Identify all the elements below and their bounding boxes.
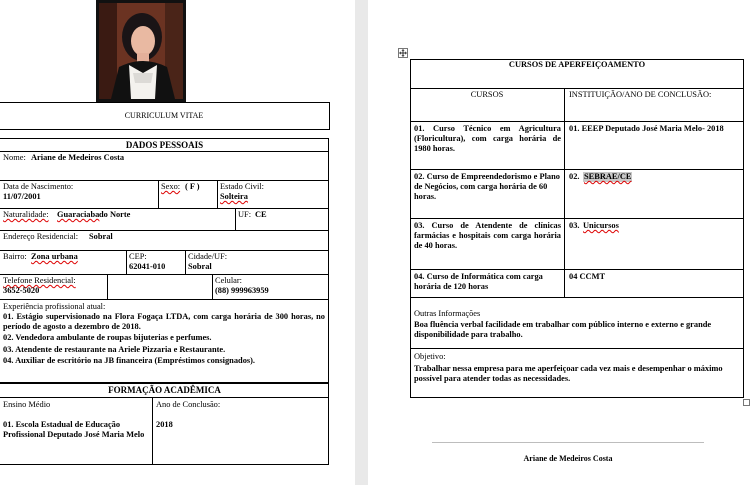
cep-label: CEP: (129, 252, 147, 261)
sex-value: ( F ) (185, 182, 200, 191)
course-4: 04. Curso de Informática com carga horária de 120 horas (414, 272, 543, 291)
uf-value: CE (255, 210, 267, 219)
birth-value: 11/07/2001 (3, 192, 41, 201)
education-year-label: Ano de Conclusão: (156, 400, 221, 409)
bairro-value: Zona urbana (31, 252, 78, 261)
other-info-text: Boa fluência verbal facilidade em trabalhar com público interno e externo e grande disponibilidade para trabalho. (414, 320, 712, 339)
objective-label: Objetivo: (414, 352, 446, 361)
naturalidade-label: Naturalidade: (3, 210, 49, 219)
personal-data-header: DADOS PESSOAIS (125, 140, 204, 150)
signature-line (432, 442, 704, 443)
civil-status-value: Solteira (220, 192, 248, 201)
course-4-institution: 04 CCMT (569, 272, 606, 281)
cell-label: Celular: (215, 276, 242, 285)
uf-label: UF: (238, 210, 252, 219)
move-arrows-icon (399, 49, 407, 57)
course-1-institution: 01. EEEP Deputado José Maria Melo- 2018 (569, 124, 724, 133)
courses-title: CURSOS DE APERFEIÇOAMENTO (508, 60, 646, 69)
course-2: 02. Curso de Empreendedorismo e Plano de Negócios, com carga horária de 60 horas. (414, 172, 560, 201)
naturalidade-city: Guaraciaba (57, 210, 100, 219)
experience-item: 02. Vendedora ambulante de roupas bijuterias e perfumes. (3, 333, 212, 342)
name-label: Nome: (3, 153, 26, 162)
cell-value: (88) 999963959 (215, 286, 269, 295)
document-page-right (368, 0, 754, 485)
phone-label: Telefone Residencial: (3, 276, 76, 285)
experience-item: 01. Estágio supervisionado na Flora Fogaça LTDA, com carga horária de 300 horas, no período de agosto a dezembro de 2018. (3, 312, 325, 331)
course-2-institution: SEBRAE/CE (584, 172, 632, 181)
name-value: Ariane de Medeiros Costa (31, 153, 125, 162)
cv-title: CURRICULUM VITAE (124, 111, 204, 120)
cep-value: 62041-010 (129, 262, 166, 271)
table-resize-handle[interactable] (743, 399, 750, 406)
course-3-institution-prefix: 03. (569, 221, 580, 230)
course-3-institution: Unicursos (583, 221, 619, 230)
education-school: 01. Escola Estadual de Educação Profissional Deputado José Maria Melo (3, 420, 145, 439)
experience-item: 03. Atendente de restaurante na Ariele Pizzaria e Restaurante. (3, 345, 226, 354)
phone-value: 3652-5020 (3, 286, 40, 295)
course-2-institution-prefix: 02. (569, 172, 580, 181)
other-info-label: Outras Informações (414, 309, 481, 318)
bairro-label: Bairro: (3, 252, 27, 261)
experience-label: Experiência profissional atual: (3, 302, 106, 311)
education-header: FORMAÇÃO ACADÊMICA (108, 385, 221, 395)
profile-photo (96, 0, 186, 102)
col-header-courses: CURSOS (470, 90, 504, 99)
education-year: 2018 (156, 420, 173, 429)
birth-label: Data de Nascimento: (3, 182, 74, 191)
course-1: 01. Curso Técnico em Agricultura (Floricultura), com carga horária de 1980 horas. (414, 124, 561, 153)
profile-photo-image (99, 3, 183, 99)
address-value: Sobral (89, 232, 113, 241)
address-label: Endereço Residencial: (3, 232, 79, 241)
cidade-label: Cidade/UF: (188, 252, 228, 261)
col-header-institution: INSTITUIÇÃO/ANO DE CONCLUSÃO: (569, 90, 712, 99)
sex-label: Sexo: (161, 182, 181, 191)
civil-status-label: Estado Civil: (220, 182, 264, 191)
table-move-handle[interactable] (398, 48, 408, 58)
cidade-value: Sobral (188, 262, 212, 271)
education-level-label: Ensino Médio (3, 400, 51, 409)
document-page-left (0, 0, 355, 485)
signature-name: Ariane de Medeiros Costa (523, 454, 613, 463)
course-3: 03. Curso de Atendente de clínicas farmácias e hospitais com carga horária de 40 horas. (414, 221, 561, 250)
experience-item: 04. Auxiliar de escritório na JB financeira (Empréstimos consignados). (3, 356, 256, 365)
objective-text: Trabalhar nessa empresa para me aperfeiçoar cada vez mais e desempenhar o máximo possível para atender todas as necessidades. (414, 364, 723, 383)
naturalidade-rest: do Norte (99, 210, 131, 219)
